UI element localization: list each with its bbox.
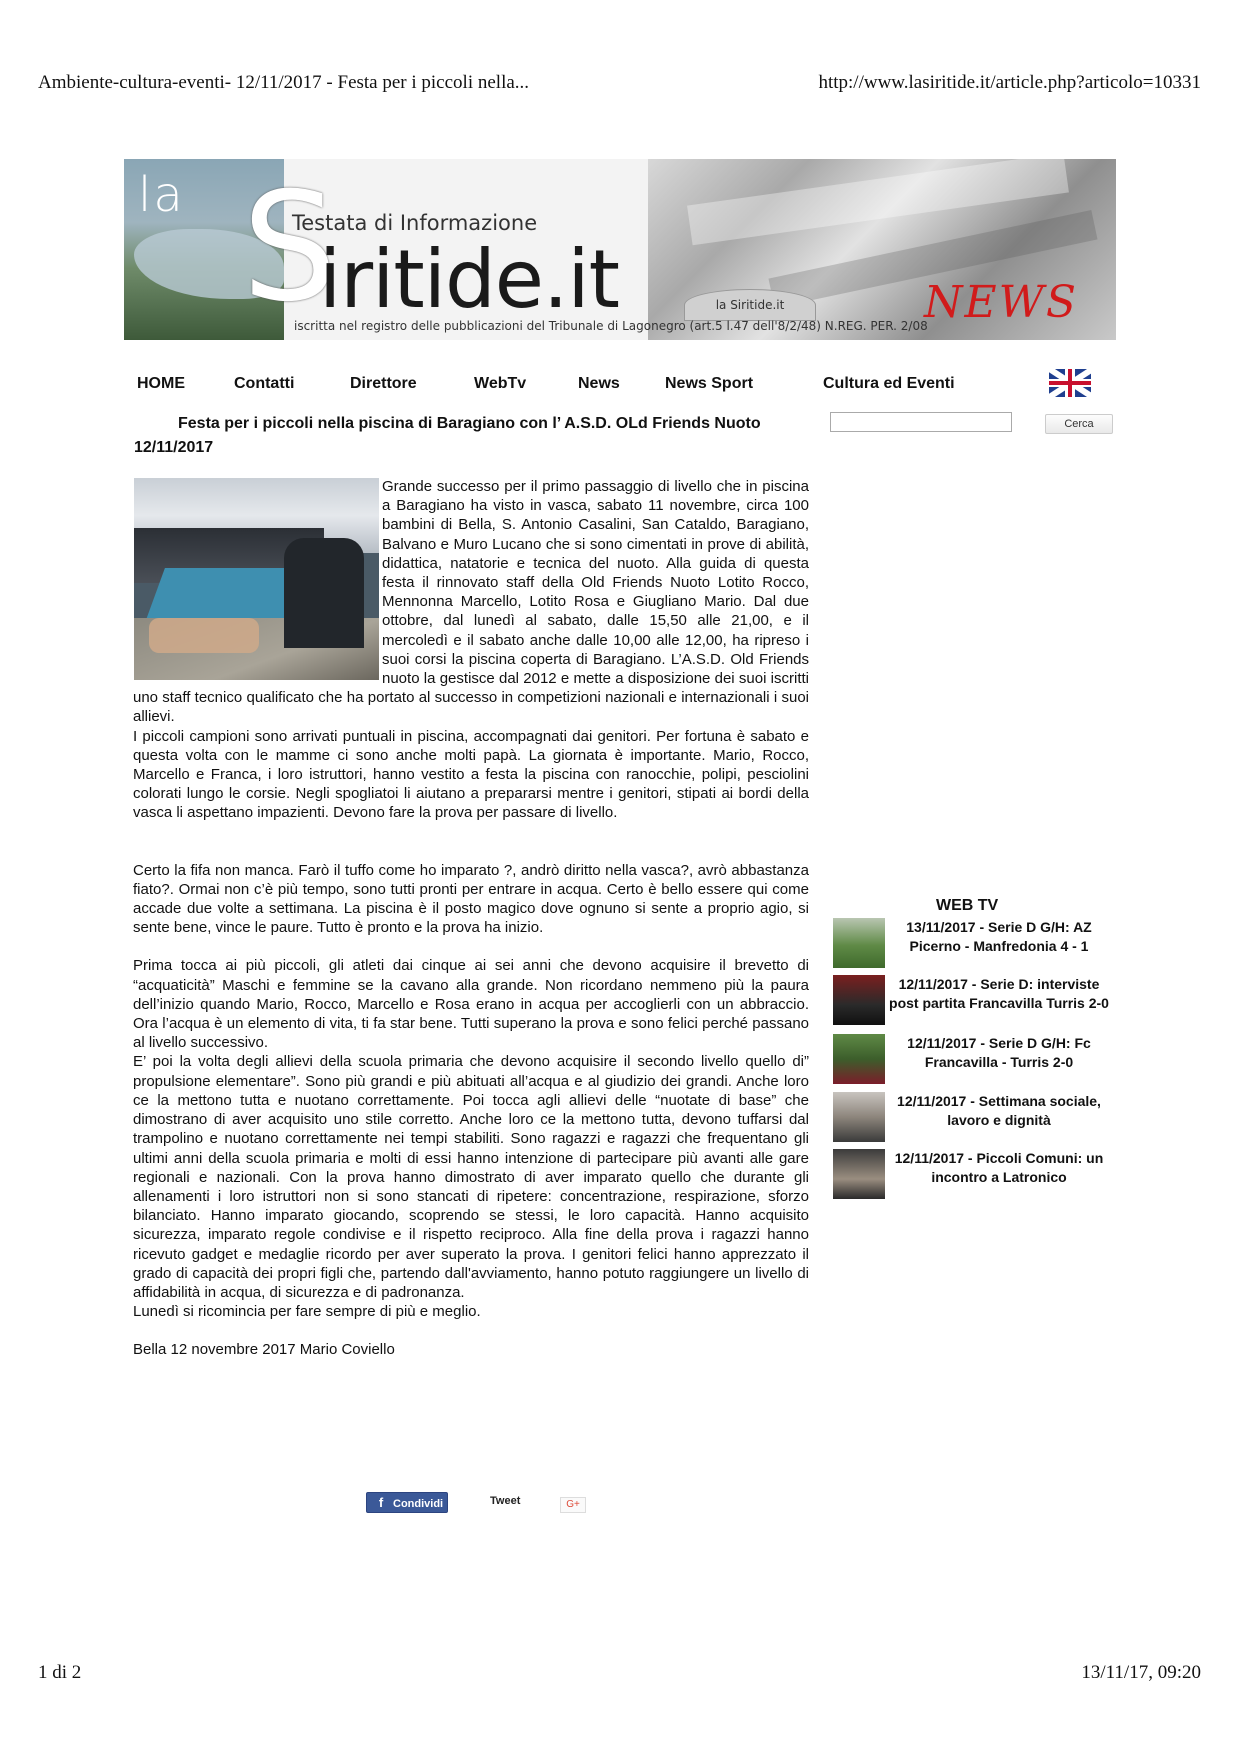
nav-item-home[interactable]: HOME [137,375,185,392]
nav-item-news[interactable]: News [578,375,620,392]
webtv-caption[interactable]: 13/11/2017 - Serie D G/H: AZ Picerno - Manfredonia 4 - 1 [906,919,1092,954]
banner-la: la [138,167,185,223]
nav-item-news-sport[interactable]: News Sport [665,375,754,392]
uk-flag-icon[interactable] [1049,369,1091,397]
nav-item-contatti[interactable]: Contatti [234,375,295,392]
facebook-icon: f [378,1495,384,1510]
print-footer-page: 1 di 2 [38,1662,82,1683]
webtv-thumbnail[interactable] [833,1092,885,1142]
banner-news-word: NEWS [924,277,1078,328]
banner-site-name: iritide.it [319,233,619,326]
print-footer-datetime: 13/11/17, 09:20 [1081,1662,1201,1683]
nav-item-webtv[interactable]: WebTv [474,375,527,392]
webtv-thumbnail[interactable] [833,1149,885,1199]
nav-item-cultura-eventi[interactable]: Cultura ed Eventi [823,375,955,392]
print-header-url: http://www.lasiritide.it/article.php?articolo=10331 [818,72,1201,93]
print-header-title: Ambiente-cultura-eventi- 12/11/2017 - Festa per i piccoli nella... [38,72,530,93]
print-header [38,72,1201,100]
banner-registry-note: iscritta nel registro delle pubblicazioni del Tribunale di Lagonegro (art.5 l.47 dell'8/2/48) N.REG. PER. 2/08 [294,319,928,333]
article-date: 12/11/2017 [134,439,214,456]
search-button[interactable]: Cerca [1045,414,1113,434]
print-footer [38,1662,1201,1688]
site-banner[interactable] [124,159,1116,340]
webtv-thumbnail[interactable] [833,975,885,1025]
google-plus-icon[interactable]: G+ [560,1497,586,1513]
facebook-share-label: Condividi [393,1498,444,1510]
banner-testata: Testata di Informazione [292,211,538,235]
article-paragraph: Certo la fifa non manca. Farò il tuffo come ho imparato ?, andrò diritto nella vasca?, avrò abbastanza fiato?. Ormai non c’è più tempo, sono tutti pronti per entrare in acqua. Certo è bello essere qui come accade due volte a settimana. La piscina è il posto magico dove ognuno si sente a proprio agio, si sente bene, vince le paure. Tutto è pronto e la prova ha inizio. [133,861,809,937]
article-signature: Bella 12 novembre 2017 Mario Coviello [133,1341,395,1359]
banner-mini-logo: la Siritide.it [684,289,816,321]
webtv-title: WEB TV [936,897,999,914]
nav-item-direttore[interactable]: Direttore [350,375,417,392]
webtv-thumbnail[interactable] [833,918,885,968]
article-paragraph: Grande successo per il primo passaggio di livello che in piscina a Baragiano ha visto in vasca, sabato 11 novembre, circa 100 bambini di Bella, S. Antonio Casalini, San Cataldo, Baragiano, Balvano e Muro Lucano che si sono cimentati in prove di abilità, didattica, natatorie e tecnica del nuoto. Alla guida di questa festa il rinnovato staff della Old Friends Nuoto Lotito Rocco, Mennonna Marcello, Lotito Rosa e Giugliano Mario. Dal due ottobre, dal lunedì al sabato, dalle 15,50 alle 21,00, e il mercoledì e il sabato anche dalle 10,00 alle 12,00, ha ripreso i suoi corsi la piscina coperta di Baragiano. L’A.S.D. Old Friends nuoto la gestisce dal 2012 e mette a disposizione dei suoi iscritti uno staff tecnico qualificato che ha portato al successo in competizioni nazionali e internazionali i suoi allievi. [133,478,809,726]
banner-s-letter: S [242,161,338,335]
article-title: Festa per i piccoli nella piscina di Baragiano con l’ A.S.D. OLd Friends Nuoto [178,415,761,432]
webtv-caption[interactable]: 12/11/2017 - Serie D: interviste post partita Francavilla Turris 2-0 [889,976,1109,1011]
webtv-item[interactable] [833,1092,1113,1142]
webtv-item[interactable] [833,975,1113,1025]
webtv-item[interactable] [833,918,1113,968]
webtv-item[interactable] [833,1149,1113,1199]
article-paragraph: Lunedì si ricomincia per fare sempre di più e meglio. [133,1303,481,1321]
webtv-caption[interactable]: 12/11/2017 - Piccoli Comuni: un incontro a Latronico [894,1150,1104,1185]
search-input[interactable] [830,412,1012,432]
webtv-caption[interactable]: 12/11/2017 - Serie D G/H: Fc Francavilla - Turris 2-0 [907,1035,1091,1070]
article-body [133,477,809,1360]
facebook-share-button[interactable] [366,1492,448,1513]
webtv-caption[interactable]: 12/11/2017 - Settimana sociale, lavoro e dignità [897,1093,1101,1128]
webtv-thumbnail[interactable] [833,1034,885,1084]
article-paragraph: Prima tocca ai più piccoli, gli atleti dai cinque ai sei anni che devono acquisire il brevetto di “acquaticità” Maschi e femmine se la cavano alla grande. Non ricordano nemmeno più la paura dell’inizio quando Mario, Rocco, Marcello e Rosa erano in acqua per accoglierli con un abbraccio. Ora l’acqua è un elemento di vita, ti fa star bene. Tutti superano la prova e sono felici perché passano al livello successivo. [133,957,809,1052]
tweet-button[interactable]: Tweet [490,1495,521,1507]
article-paragraph: E’ poi la volta degli allievi della scuola primaria che devono acquisire il secondo livello quello di” propulsione elementare”. Sono più grandi e più abituati all’acqua e al giudizio dei grandi. Anche loro ce la mettono tutta e nuotano correttamente. Poi tocca agli allievi delle “nuotate di base” che dimostrano di aver acquisito uno stile corretto. Anche loro ce la mettono tutta, devono tuffarsi dal trampolino e nuotano correttamente nei tempi stabiliti. Sono ragazzi e ragazzi che frequentano gli ultimi anni della scuola primaria e molti di essi hanno intenzione di partecipare più avanti alle gare regionali e nazionali. Con la prova hanno dimostrato di aver imparato quello che durante gli allenamenti i loro istruttori non si sono stancati di ripetere: concentrazione, respirazione, sforzo bilanciato. Hanno imparato giocando, scoprendo se stessi, le loro capacità. Hanno acquisito sicurezza, imparato regole condivise e il rispetto reciproco. Alla fine della prova i ragazzi hanno ricevuto gadget e medaglie ricordo per aver superato la prova. I genitori felici hanno apprezzato il grado di capacità dei propri figli che, partendo dall'avviamento, hanno potuto raggiungere un livello di affidabilità in acqua, di sicurezza e di padronanza. [133,1053,809,1301]
webtv-item[interactable] [833,1034,1113,1084]
main-nav [124,375,1119,399]
article-paragraph: I piccoli campioni sono arrivati puntuali in piscina, accompagnati dai genitori. Per fortuna è sabato e questa volta con le mamme ci sono anche molti papà. La giornata è importante. Mario, Rocco, Marcello e Franca, i loro istruttori, hanno vestito a festa la piscina con ranocchie, polipi, pesciolini colorati lungo le corsie. Negli spogliatoi li aiutano a prepararsi mentre i genitori, stipati ai bordi della vasca li aspettano impazienti. Devono fare la prova per passare di livello. [133,727,809,822]
